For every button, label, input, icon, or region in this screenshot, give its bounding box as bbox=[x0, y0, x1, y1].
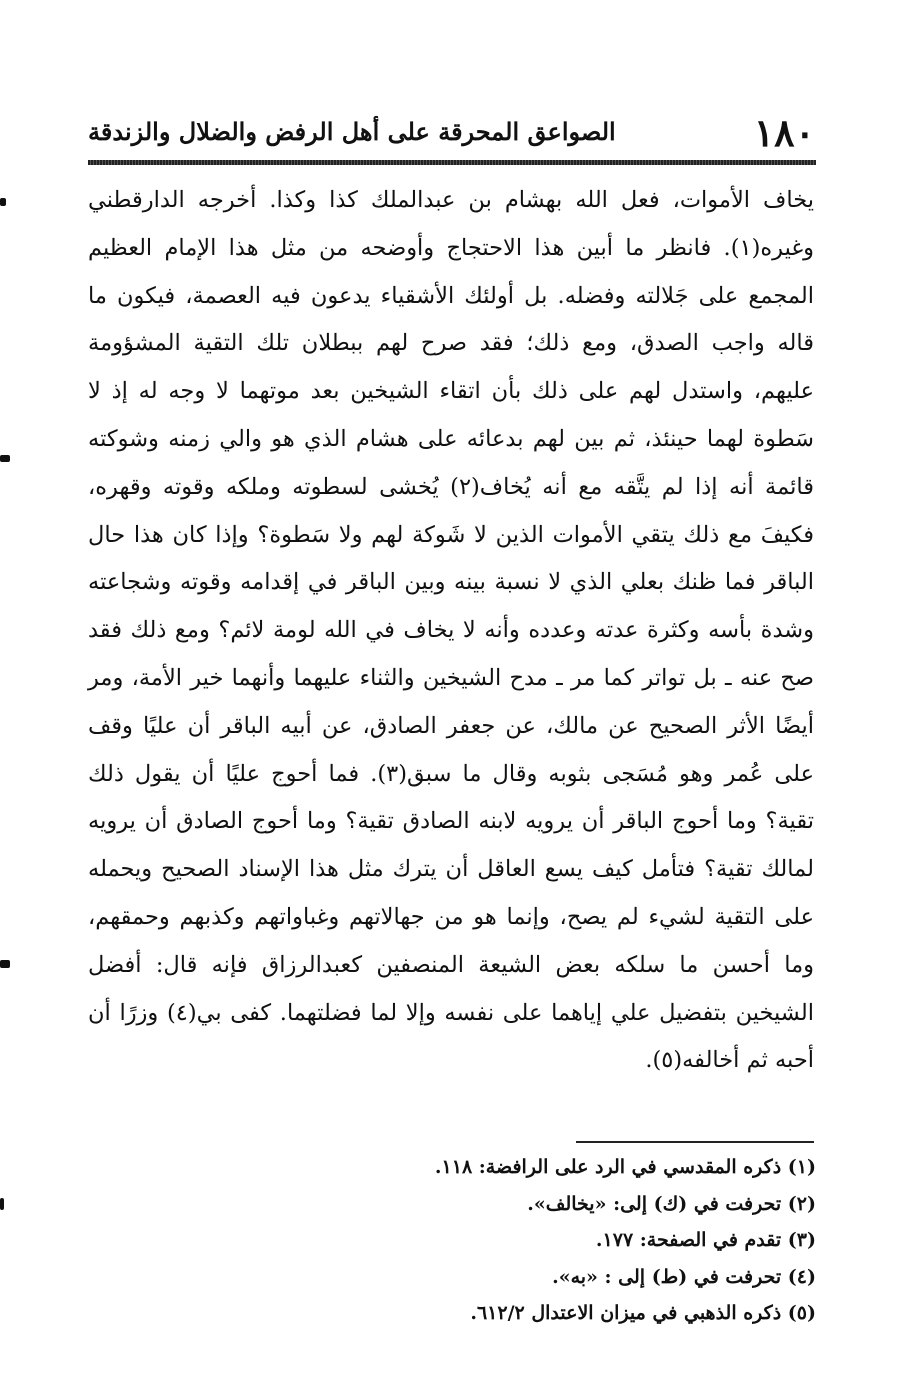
page-number: ١٨٠ bbox=[753, 110, 815, 155]
scan-mark bbox=[0, 1198, 4, 1210]
body-text bbox=[88, 177, 814, 1085]
footnote-separator bbox=[576, 1141, 814, 1143]
scan-mark bbox=[0, 455, 10, 462]
page-header bbox=[88, 108, 815, 158]
header-rule bbox=[88, 160, 816, 165]
footnotes bbox=[300, 1149, 816, 1332]
scan-mark bbox=[0, 198, 6, 206]
footnote-3: (٣) تقدم في الصفحة: ١٧٧. bbox=[595, 1229, 816, 1252]
scan-mark bbox=[0, 960, 10, 968]
footnote-4: (٤) تحرفت في (ط) إلى : «به». bbox=[552, 1265, 816, 1288]
running-title: الصواعق المحرقة على أهل الرفض والضلال والزندقة bbox=[88, 117, 616, 146]
footnote-2: (٢) تحرفت في (ك) إلى: «يخالف». bbox=[527, 1192, 816, 1215]
footnote-5: (٥) ذكره الذهبي في ميزان الاعتدال ٦١٢/٢. bbox=[470, 1302, 816, 1325]
footnote-1: (١) ذكره المقدسي في الرد على الرافضة: ١١٨. bbox=[434, 1156, 816, 1178]
body-paragraph: يخاف الأموات، فعل الله بهشام بن عبدالملك كذا وكذا. أخرجه الدارقطني وغيره(١). فانظر ما أبين هذا الاحتجاج وأوضحه من مثل هذا الإمام العظيم المجمع على جَلالته وفضله. بل أولئك الأشقياء يدعون فيه العصمة، فيكون ما قاله واجب الصدق، ومع ذلك؛ فقد صرح لهم ببطلان تلك التقية المشؤومة عليهم، واستدل لهم على ذلك بأن اتقاء الشيخين بعد موتهما لا وجه له إذ لا سَطوة لهما حينئذ، ثم بين لهم بدعائه على هشام الذي هو والي زمنه وشوكته قائمة أنه إذا لم يتَّقه مع أنه يُخاف(٢) يُخشى لسطوته وملكه وقوته وقهره، فكيفَ مع ذلك يتقي الأموات الذين لا شَوكة لهم ولا سَطوة؟ وإذا كان هذا حال الباقر فما ظنك بعلي الذي لا نسبة بينه وبين الباقر في إقدامه وقوته وشجاعته وشدة بأسه وكثرة عدته وعدده وأنه لا يخاف في الله لومة لائم؟ ومع ذلك فقد صح عنه ـ بل تواتر كما مر ـ مدح الشيخين والثناء عليهما وأنهما خير الأمة، ومر أيضًا الأثر الصحيح عن مالك، عن جعفر الصادق، عن أبيه الباقر أن عليًا وقف على عُمر وهو مُسَجى بثوبه وقال ما سبق(٣). فما أحوج عليًا أن يقول ذلك تقية؟ وما أحوج الباقر أن يرويه لابنه الصادق تقية؟ وما أحوج الصادق أن يرويه لمالك تقية؟ فتأمل كيف يسع العاقل أن يترك مثل هذا الإسناد الصحيح ويحمله على التقية لشيء لم يصح، وإنما هو من جهالاتهم وغباواتهم وكذبهم وحمقهم، وما أحسن ما سلكه بعض الشيعة المنصفين كعبدالرزاق فإنه قال: أفضل الشيخين بتفضيل علي إياهما على نفسه وإلا لما فضلتهما. كفى بي(٤) وزرًا أن أحبه ثم أخالفه(٥). bbox=[88, 187, 815, 1074]
